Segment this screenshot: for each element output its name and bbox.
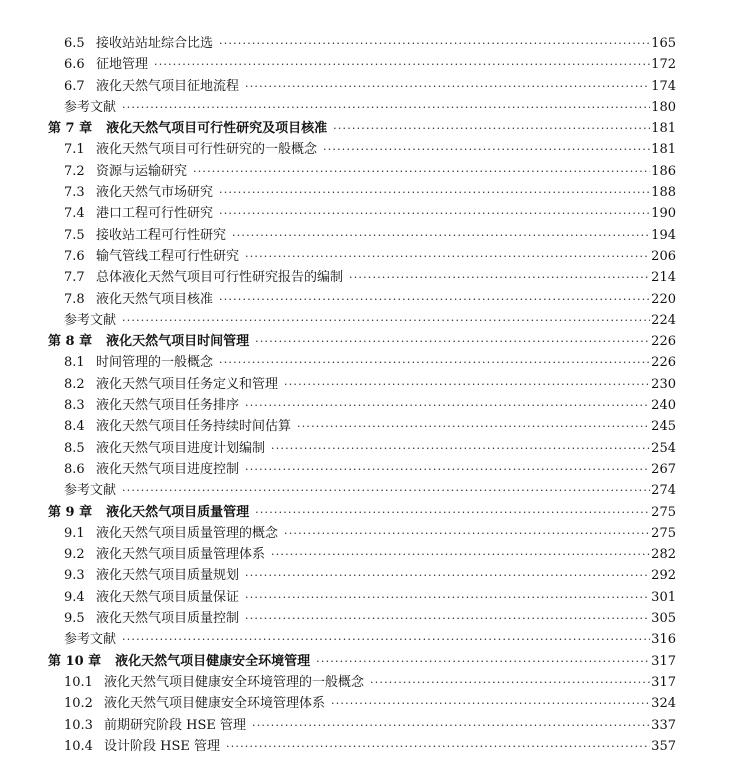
toc-entry-page-number: 174 [651,78,676,94]
toc-entry-number: 6.7 [64,78,85,94]
dot-leader [219,203,650,224]
toc-section-entry [0,565,676,586]
toc-entry-number: 7.2 [64,163,85,179]
toc-entry-title: 前期研究阶段 HSE 管理 [104,717,246,733]
toc-entry-number: 8.6 [64,461,85,477]
toc-entry-number: 7.4 [64,206,85,222]
toc-entry-page-number: 226 [651,355,676,371]
toc-section-entry [0,523,676,544]
toc-section-entry [0,459,676,480]
toc-entry-title: 参考文献 [64,99,117,115]
toc-section-entry [0,225,676,246]
toc-entry-page-number: 337 [651,717,676,733]
dot-leader [193,161,650,182]
toc-section-entry [0,182,676,203]
toc-references-entry [0,480,676,501]
toc-section-entry [0,76,676,97]
toc-entry-page-number: 301 [651,589,676,605]
toc-entry-page-number: 275 [651,504,676,520]
toc-entry-page-number: 240 [651,398,676,414]
toc-entry-page-number: 165 [651,36,676,51]
toc-entry-number: 8.2 [64,376,85,392]
toc-entry-title: 接收站站址综合比选 [96,36,214,51]
toc-entry-page-number: 230 [651,376,676,392]
toc-entry-title: 液化天然气项目健康安全环境管理体系 [104,696,326,712]
toc-section-entry [0,374,676,395]
toc-section-entry [0,587,676,608]
toc-entry-number: 9.2 [64,547,85,563]
toc-entry-number: 9.1 [64,525,85,541]
dot-leader [122,629,650,650]
toc-entry-page-number: 357 [651,738,676,754]
toc-entry-page-number: 317 [651,653,676,669]
toc-entry-number: 6.5 [64,36,85,51]
toc-section-entry [0,544,676,565]
toc-entry-title: 液化天然气项目质量保证 [96,589,240,605]
toc-entry-number: 7.6 [64,248,85,264]
toc-entry-number: 9.5 [64,611,85,627]
toc-chapter-entry [0,651,676,672]
toc-entry-page-number: 275 [651,525,676,541]
toc-entry-title: 液化天然气项目任务定义和管理 [96,376,279,392]
dot-leader [154,54,650,75]
toc-entry-number: 6.6 [64,57,85,73]
toc-section-entry [0,608,676,629]
dot-leader [219,33,650,54]
toc-section-entry [0,438,676,459]
toc-entry-title: 液化天然气项目任务持续时间估算 [96,419,292,435]
dot-leader [219,182,650,203]
dot-leader [255,502,650,523]
dot-leader [245,395,650,416]
toc-entry-number: 8.1 [64,355,85,371]
toc-chapter-entry [0,502,676,523]
toc-entry-number: 10.1 [64,674,93,690]
dot-leader [316,651,650,672]
toc-entry-title: 液化天然气项目征地流程 [96,78,240,94]
toc-entry-title: 总体液化天然气项目可行性研究报告的编制 [96,270,344,286]
toc-entry-page-number: 214 [651,270,676,286]
toc-section-entry [0,161,676,182]
dot-leader [219,352,650,373]
dot-leader [255,331,650,352]
toc-entry-page-number: 245 [651,419,676,435]
toc-entry-title: 液化天然气项目核准 [96,291,214,307]
toc-entry-page-number: 224 [651,312,676,328]
toc-entry-page-number: 292 [651,568,676,584]
toc-entry-number: 7.3 [64,185,85,201]
toc-entry-page-number: 274 [651,483,676,499]
toc-entry-page-number: 190 [651,206,676,222]
toc-entry-number: 10.2 [64,696,93,712]
toc-entry-page-number: 226 [651,334,676,350]
toc-entry-title: 液化天然气项目健康安全环境管理的一般概念 [104,674,365,690]
toc-entry-page-number: 188 [651,185,676,201]
toc-entry-title: 征地管理 [96,57,149,73]
toc-entry-title: 液化天然气项目质量控制 [96,611,240,627]
toc-entry-page-number: 316 [651,632,676,648]
toc-entry-page-number: 181 [651,142,676,158]
dot-leader [370,672,650,693]
toc-entry-page-number: 194 [651,227,676,243]
toc-entry-number: 8.5 [64,440,85,456]
toc-section-entry [0,395,676,416]
toc-entry-title: 输气管线工程可行性研究 [96,248,240,264]
dot-leader [219,289,650,310]
dot-leader [245,246,650,267]
dot-leader [245,565,650,586]
toc-entry-number: 9.4 [64,589,85,605]
toc-entry-number: 8.3 [64,398,85,414]
toc-entry-title: 资源与运输研究 [96,163,188,179]
dot-leader [331,693,650,714]
toc-entry-title: 时间管理的一般概念 [96,355,214,371]
toc-entry-number: 10.3 [64,717,93,733]
toc-entry-title: 港口工程可行性研究 [96,206,214,222]
toc-entry-page-number: 181 [651,121,676,137]
toc-entry-page-number: 186 [651,163,676,179]
toc-entry-page-number: 180 [651,99,676,115]
dot-leader [245,587,650,608]
dot-leader [245,459,650,480]
dot-leader [232,225,650,246]
toc-entry-title: 液化天然气项目质量管理的概念 [96,525,279,541]
toc-section-entry [0,416,676,437]
dot-leader [297,416,650,437]
toc-references-entry [0,629,676,650]
toc-entry-page-number: 324 [651,696,676,712]
toc-entry-page-number: 282 [651,547,676,563]
dot-leader [122,97,650,118]
toc-entry-title: 液化天然气项目进度控制 [96,461,240,477]
toc-entry-number: 9.3 [64,568,85,584]
dot-leader [252,715,650,736]
dot-leader [122,310,650,331]
toc-chapter-entry [0,331,676,352]
toc-entry-title: 液化天然气项目可行性研究的一般概念 [96,142,318,158]
toc-entry-title: 液化天然气项目时间管理 [106,334,250,350]
toc-section-entry [0,715,676,736]
toc-entry-number: 7.5 [64,227,85,243]
toc-entry-page-number: 254 [651,440,676,456]
toc-entry-number: 7.8 [64,291,85,307]
toc-entry-title: 液化天然气项目可行性研究及项目核准 [106,121,328,137]
toc-section-entry [0,352,676,373]
toc-entry-title: 液化天然气市场研究 [96,185,214,201]
toc-references-entry [0,310,676,331]
toc-entry-page-number: 206 [651,248,676,264]
toc-entry-title: 液化天然气项目任务排序 [96,398,240,414]
toc-entry-title: 参考文献 [64,632,117,648]
toc-entry-page-number: 305 [651,611,676,627]
toc-entry-page-number: 317 [651,674,676,690]
dot-leader [271,438,650,459]
dot-leader [284,374,650,395]
toc-section-entry [0,203,676,224]
toc-section-entry [0,139,676,160]
table-of-contents [0,33,740,757]
toc-entry-page-number: 220 [651,291,676,307]
dot-leader [333,118,650,139]
toc-section-entry [0,289,676,310]
dot-leader [245,608,650,629]
toc-entry-title: 液化天然气项目健康安全环境管理 [115,653,311,669]
toc-section-entry [0,33,676,54]
toc-section-entry [0,246,676,267]
toc-entry-title: 设计阶段 HSE 管理 [104,738,220,754]
toc-entry-title: 参考文献 [64,312,117,328]
toc-entry-number: 第 10 章 [48,653,102,669]
dot-leader [122,480,650,501]
toc-entry-number: 7.7 [64,270,85,286]
toc-entry-number: 8.4 [64,419,85,435]
toc-entry-number: 第 8 章 [48,334,93,350]
toc-references-entry [0,97,676,118]
dot-leader [245,76,650,97]
toc-entry-title: 液化天然气项目质量管理体系 [96,547,266,563]
toc-entry-number: 第 7 章 [48,121,93,137]
toc-entry-title: 参考文献 [64,483,117,499]
dot-leader [323,139,650,160]
toc-section-entry [0,693,676,714]
toc-entry-number: 7.1 [64,142,85,158]
toc-entry-page-number: 172 [651,57,676,73]
toc-entry-title: 液化天然气项目质量管理 [106,504,250,520]
toc-entry-number: 第 9 章 [48,504,93,520]
toc-entry-title: 液化天然气项目质量规划 [96,568,240,584]
dot-leader [271,544,650,565]
toc-entry-title: 接收站工程可行性研究 [96,227,227,243]
toc-section-entry [0,54,676,75]
dot-leader [284,523,650,544]
toc-chapter-entry [0,118,676,139]
toc-entry-page-number: 267 [651,461,676,477]
toc-entry-title: 液化天然气项目进度计划编制 [96,440,266,456]
toc-section-entry [0,267,676,288]
dot-leader [349,267,650,288]
toc-entry-number: 10.4 [64,738,93,754]
toc-section-entry [0,672,676,693]
